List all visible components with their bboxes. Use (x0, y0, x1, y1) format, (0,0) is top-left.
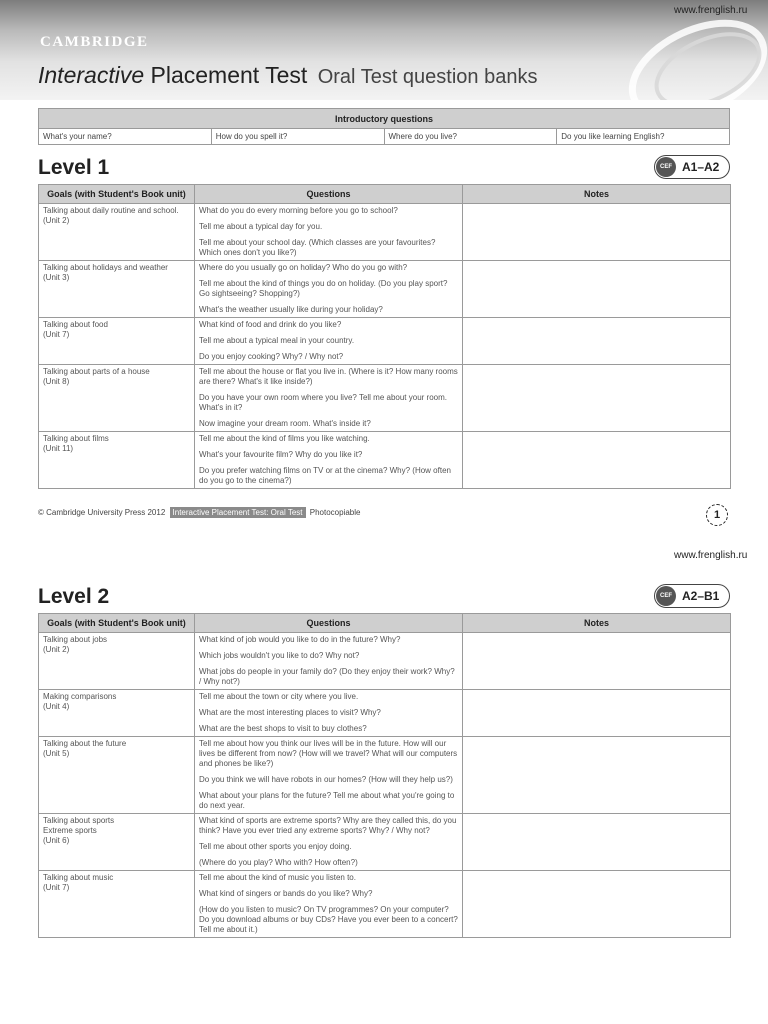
table-row (39, 690, 731, 737)
question-item: What's the weather usually like during your holiday? (199, 305, 383, 314)
intro-question: How do you spell it? (211, 129, 384, 145)
question-item: What kind of job would you like to do in the future? Why? (199, 635, 401, 644)
table-row (39, 204, 731, 261)
question-item: Tell me about the house or flat you live in. (Where is it? How many rooms are there? What's it like inside?) (199, 367, 458, 386)
goal-cell (39, 432, 195, 489)
questions-cell (195, 204, 463, 261)
goal-text: Talking about films (43, 434, 109, 443)
goal-unit: (Unit 8) (43, 377, 70, 386)
notes-cell[interactable] (463, 432, 731, 489)
page-number: 1 (706, 504, 728, 526)
badge-level: A2–B1 (682, 589, 720, 603)
level-title: Level 2 (38, 585, 110, 608)
notes-cell[interactable] (463, 737, 731, 814)
question-item: (How do you listen to music? On TV programmes? On your computer? Do you download albums or buy CDs? Have you ever been to a concert? Tell me about it.) (199, 905, 458, 934)
question-item: Tell me about other sports you enjoy doing. (199, 842, 352, 851)
goal-cell (39, 814, 195, 871)
title-italic: Interactive (38, 62, 145, 88)
questions-cell (195, 261, 463, 318)
intro-table (38, 108, 730, 145)
intro-question: Where do you live? (384, 129, 557, 145)
question-item: Tell me about the kind of things you do on holiday. (Do you play sport? Go sightseeing? Shopping?) (199, 279, 448, 298)
goal-text: Talking about food (43, 320, 108, 329)
goal-unit: (Unit 11) (43, 444, 74, 453)
page-title (38, 62, 537, 89)
question-item: (Where do you play? Who with? How often?) (199, 858, 358, 867)
table-row (39, 737, 731, 814)
questions-cell (195, 737, 463, 814)
goal-text: Talking about sports Extreme sports (43, 816, 115, 835)
notes-cell[interactable] (463, 204, 731, 261)
goal-cell (39, 204, 195, 261)
col-notes: Notes (463, 614, 731, 633)
title-sub: Oral Test question banks (317, 66, 538, 88)
notes-cell[interactable] (463, 814, 731, 871)
goal-text: Talking about jobs (43, 635, 108, 644)
goal-cell (39, 737, 195, 814)
table-row (39, 261, 731, 318)
questions-cell (195, 814, 463, 871)
goal-unit: (Unit 2) (43, 216, 70, 225)
level-table (38, 184, 731, 489)
table-row (39, 432, 731, 489)
question-item: What kind of sports are extreme sports? Why are they called this, do you think? Have you ever tried any extreme sports? Why? / Why not? (199, 816, 457, 835)
question-item: What kind of singers or bands do you like? Why? (199, 889, 373, 898)
badge-level: A1–A2 (682, 160, 720, 174)
intro-heading: Introductory questions (39, 109, 730, 129)
notes-cell[interactable] (463, 318, 731, 365)
table-row (39, 814, 731, 871)
goal-cell (39, 871, 195, 938)
notes-cell[interactable] (463, 633, 731, 690)
site-url-top[interactable]: www.frenglish.ru (674, 5, 748, 16)
notes-cell[interactable] (463, 871, 731, 938)
goal-cell (39, 633, 195, 690)
cef-icon: CEF (656, 157, 676, 177)
table-row (39, 633, 731, 690)
questions-cell (195, 365, 463, 432)
question-item: Which jobs wouldn't you like to do? Why not? (199, 651, 360, 660)
question-item: What jobs do people in your family do? (Do they enjoy their work? Why? / Why not?) (199, 667, 455, 686)
goal-text: Talking about the future (43, 739, 127, 748)
goal-text: Talking about holidays and weather (43, 263, 168, 272)
col-notes: Notes (463, 185, 731, 204)
questions-cell (195, 318, 463, 365)
question-item: What are the most interesting places to visit? Why? (199, 708, 381, 717)
question-item: Where do you usually go on holiday? Who do you go with? (199, 263, 408, 272)
question-item: Tell me about the kind of music you listen to. (199, 873, 356, 882)
level-title: Level 1 (38, 156, 110, 179)
question-item: Tell me about the town or city where you live. (199, 692, 359, 701)
question-item: What do you do every morning before you go to school? (199, 206, 398, 215)
col-goals: Goals (with Student's Book unit) (39, 185, 195, 204)
goal-text: Talking about parts of a house (43, 367, 150, 376)
goal-cell (39, 690, 195, 737)
question-item: Tell me about how you think our lives will be in the future. How will our lives be different from now? (How will we travel? What will our computers and phones be like?) (199, 739, 458, 768)
cef-icon: CEF (656, 586, 676, 606)
col-questions: Questions (195, 614, 463, 633)
question-item: Now imagine your dream room. What's inside it? (199, 419, 371, 428)
questions-cell (195, 690, 463, 737)
footer-tag: Interactive Placement Test: Oral Test (170, 507, 306, 518)
goal-unit: (Unit 4) (43, 702, 70, 711)
questions-cell (195, 432, 463, 489)
intro-question: What's your name? (39, 129, 212, 145)
question-item: Tell me about your school day. (Which classes are your favourites? Which ones don't you like?) (199, 238, 436, 257)
goal-unit: (Unit 7) (43, 330, 70, 339)
goal-text: Talking about music (43, 873, 114, 882)
photocopiable-note: Photocopiable (309, 508, 361, 517)
brand-logo: CAMBRIDGE (40, 34, 149, 50)
question-item: Do you prefer watching films on TV or at the cinema? Why? (How often do you go to the cinema?) (199, 466, 451, 485)
table-row (39, 318, 731, 365)
level-badge (654, 584, 730, 608)
goal-unit: (Unit 2) (43, 645, 70, 654)
table-row (39, 871, 731, 938)
goal-cell (39, 318, 195, 365)
level-badge (654, 155, 730, 179)
col-goals: Goals (with Student's Book unit) (39, 614, 195, 633)
level-table (38, 613, 731, 938)
goal-unit: (Unit 5) (43, 749, 70, 758)
table-row (39, 365, 731, 432)
question-item: What about your plans for the future? Tell me about what you're going to do next year. (199, 791, 455, 810)
copyright: © Cambridge University Press 2012 (38, 508, 166, 517)
questions-cell (195, 871, 463, 938)
site-url-bottom[interactable]: www.frenglish.ru (674, 550, 748, 561)
question-item: Tell me about a typical meal in your country. (199, 336, 355, 345)
goal-text: Making comparisons (43, 692, 117, 701)
question-item: Do you have your own room where you live? Tell me about your room. What's in it? (199, 393, 447, 412)
footer (38, 508, 360, 517)
notes-cell[interactable] (463, 690, 731, 737)
goal-cell (39, 365, 195, 432)
notes-cell[interactable] (463, 261, 731, 318)
goal-unit: (Unit 3) (43, 273, 70, 282)
notes-cell[interactable] (463, 365, 731, 432)
question-item: Do you think we will have robots in our homes? (How will they help us?) (199, 775, 453, 784)
question-item: Tell me about the kind of films you like watching. (199, 434, 370, 443)
question-item: What kind of food and drink do you like? (199, 320, 342, 329)
intro-question: Do you like learning English? (557, 129, 730, 145)
col-questions: Questions (195, 185, 463, 204)
question-item: Tell me about a typical day for you. (199, 222, 323, 231)
goal-text: Talking about daily routine and school. (43, 206, 179, 215)
question-item: Do you enjoy cooking? Why? / Why not? (199, 352, 344, 361)
goal-unit: (Unit 6) (43, 836, 70, 845)
question-item: What's your favourite film? Why do you like it? (199, 450, 363, 459)
title-main: Placement Test (150, 62, 308, 88)
question-item: What are the best shops to visit to buy clothes? (199, 724, 367, 733)
goal-unit: (Unit 7) (43, 883, 70, 892)
questions-cell (195, 633, 463, 690)
goal-cell (39, 261, 195, 318)
